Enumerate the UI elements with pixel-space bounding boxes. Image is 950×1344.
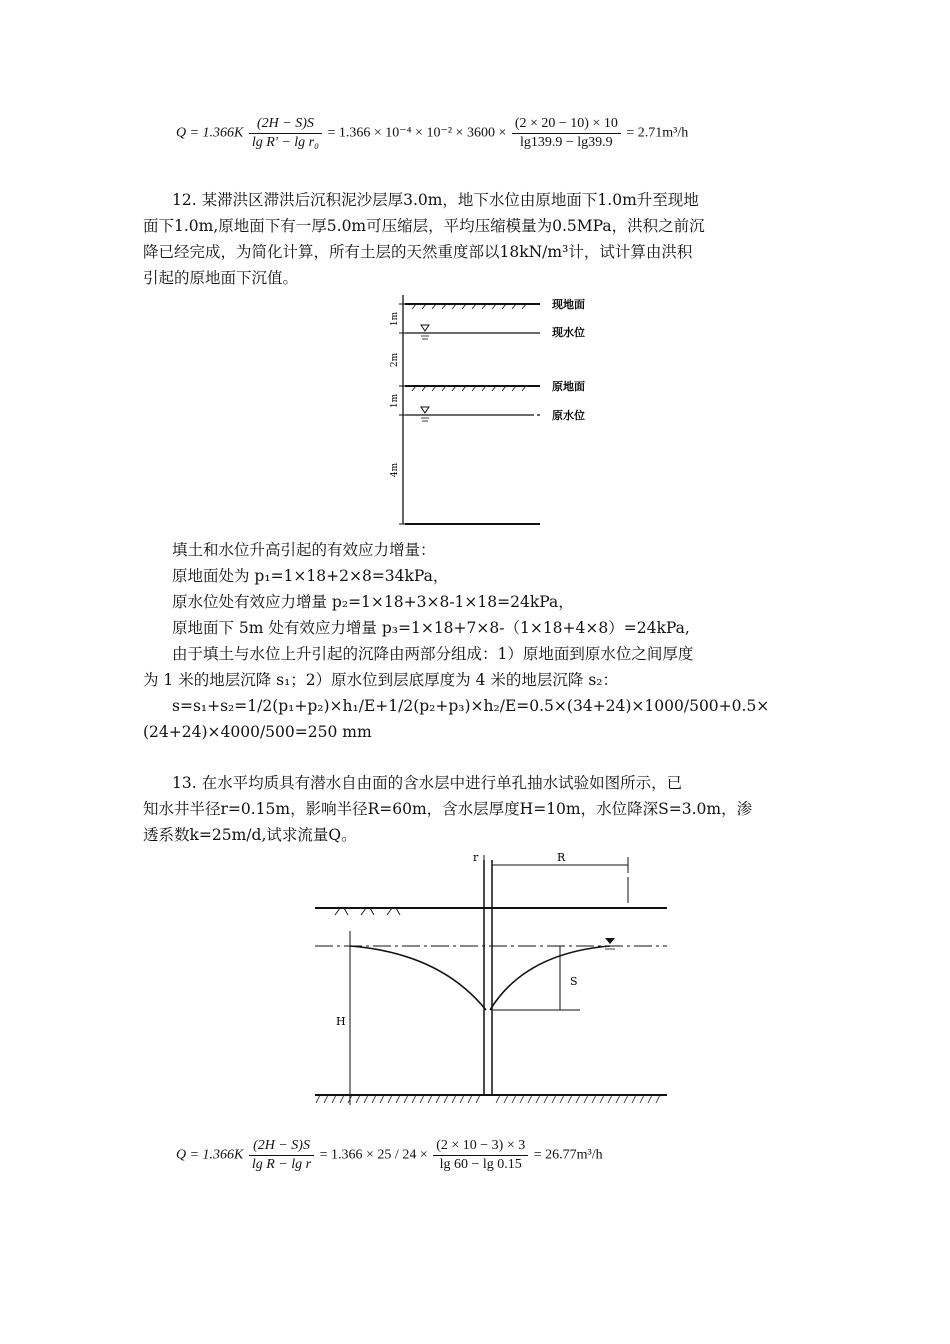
formula-1-fraction-1 [249,116,322,151]
solution-12-line-3: 原水位处有效应力增量 p₂=1×18+3×8-1×18=24kPa， [172,593,574,611]
label-S: S [570,975,578,988]
formula-2-fraction-2 [433,1138,528,1173]
water-level-icon-3 [605,938,615,944]
soil-profile-diagram [370,290,610,530]
problem-12-line-1: 12. 某滞洪区滞洪后沉积泥沙层厚3.0m，地下水位由原地面下1.0m升至现地 [172,191,699,209]
solution-12-line-2: 原地面处为 p₁=1×18+2×8=34kPa， [172,567,449,585]
formula-2-middle: = 1.366 × 25 / 24 × [319,1147,428,1163]
water-level-icon-2 [421,407,429,413]
water-level-icon [421,325,429,331]
dim-label-1: 1m [390,311,400,327]
solution-12-line-1: 填土和水位升高引起的有效应力增量： [172,541,436,559]
formula-2-frac2-denominator: lg 60 − lg 0.15 [439,1157,522,1172]
formula-2-fraction-1 [249,1138,314,1173]
solution-12-line-5: 由于填土与水位上升引起的沉降由两部分组成：1）原地面到原水位之间厚度 [172,645,694,663]
problem-12-line-3: 降已经完成，为简化计算，所有土层的天然重度部以18kN/m³计，试计算由洪积 [143,243,693,261]
label-current-ground: 现地面 [552,298,585,311]
formula-1-frac1-numerator: (2H − S)S [249,116,322,134]
drawdown-curve-left [350,946,486,1010]
dim-label-3: 1m [390,393,400,409]
solution-12-line-7: s=s₁+s₂=1/2(p₁+p₂)×h₁/E+1/2(p₂+p₃)×h₂/E=0.5×(34+24)×1000/500+0.5× [172,697,770,715]
pumping-well-diagram [310,845,670,1120]
formula-2-frac2-numerator: (2 × 10 − 3) × 3 [433,1138,528,1156]
label-r: r [473,851,479,864]
label-H: H [336,1015,346,1028]
solution-12-line-8: (24+24)×4000/500=250 mm [143,723,372,741]
formula-1-fraction-2 [512,116,621,151]
dim-label-2: 2m [390,352,400,368]
formula-1-frac1-denominator: lg R' − lg r₀ [251,135,319,150]
label-current-water: 现水位 [552,326,585,339]
label-original-water: 原水位 [552,409,585,422]
solution-12-line-6: 为 1 米的地层沉降 s₁；2）原水位到层底厚度为 4 米的地层沉降 s₂： [143,671,618,689]
label-original-ground: 原地面 [552,380,585,393]
formula-1-lhs: Q = 1.366K [176,125,244,141]
label-R: R [557,851,566,864]
problem-13-line-1: 13. 在水平均质具有潜水自由面的含水层中进行单孔抽水试验如图所示，已 [172,774,683,792]
problem-13-line-2: 知水井半径r=0.15m，影响半径R=60m，含水层厚度H=10m，水位降深S=3.0m，渗 [143,800,753,818]
problem-12-line-2: 面下1.0m,原地面下有一厚5.0m可压缩层，平均压缩模量为0.5MPa，洪积之前沉 [143,217,705,235]
dim-label-4: 4m [390,462,400,478]
formula-1-middle: = 1.366 × 10⁻⁴ × 10⁻² × 3600 × [327,125,507,141]
drawdown-curve-right [490,946,610,1010]
formula-1-frac2-numerator: (2 × 20 − 10) × 10 [512,116,621,134]
problem-13-line-3: 透系数k=25m/d,试求流量Q。 [143,826,357,844]
formula-2-lhs: Q = 1.366K [176,1147,244,1163]
formula-2-result: = 26.77m³/h [533,1147,603,1163]
formula-2 [176,1138,603,1173]
formula-2-frac1-denominator: lg R − lg r [251,1157,312,1172]
solution-12-line-4: 原地面下 5m 处有效应力增量 p₃=1×18+7×8-（1×18+4×8）=24kPa, [172,619,690,637]
formula-1-result: = 2.71m³/h [626,125,689,141]
problem-12-line-4: 引起的原地面下沉值。 [143,269,299,287]
formula-1-frac2-denominator: lg139.9 − lg39.9 [520,135,613,150]
formula-1 [176,116,688,151]
formula-2-frac1-numerator: (2H − S)S [249,1138,314,1156]
